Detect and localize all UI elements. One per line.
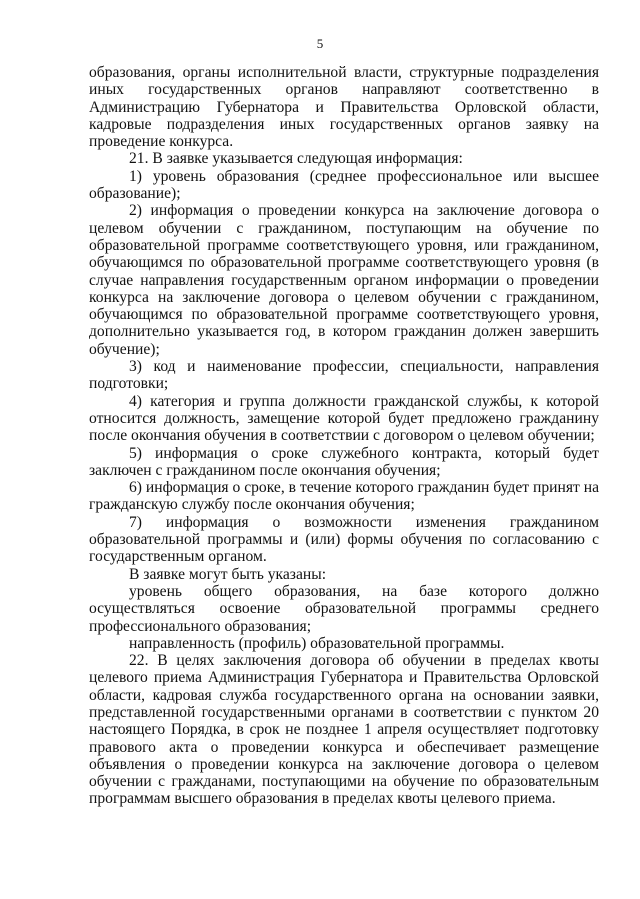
list-item-2: 2) информация о проведении конкурса на заключение договора о целевом обучении с гражданином, поступающим на обучение по образовательной программе соответствующего уровня, или гражданином, обучающимся по образовательной программе соответствующего уровня (в случае направления государственным органом информации о проведении конкурса на заключение договора о целевом обучении с гражданином, обучающимся по образовательной программе соответствующего уровня, дополнительно указывается год, в котором гражданин должен завершить обучение);	[89, 202, 599, 358]
paragraph-clause-21: 21. В заявке указывается следующая информация:	[129, 150, 463, 168]
list-item-6: 6) информация о сроке, в течение которого гражданин будет принят на гражданскую службу после окончания обучения;	[89, 479, 599, 514]
paragraph-clause-22: 22. В целях заключения договора об обучении в пределах квоты целевого приема Администрация Губернатора и Правительства Орловской области, кадровая служба государственного органа на основании заявки, представленной государственными органами в соответствии с пунктом 20 настоящего Порядка, в срок не позднее 1 апреля осуществляет подготовку правового акта о проведении конкурса и обеспечивает размещение объявления о проведении конкурса на заключение договора о целевом обучении с гражданами, поступающими на обучение по образовательным программам высшего образования в пределах квоты целевого приема.	[89, 652, 599, 808]
list-item-7: 7) информация о возможности изменения гражданином образовательной программы и (или) формы обучения по согласованию с государственным органом.	[89, 513, 599, 566]
paragraph-continuation: образования, органы исполнительной власти, структурные подразделения иных государственных органов направляют соответственно в Администрацию Губернатора и Правительства Орловской области, кадровые подразделения иных государственных органов заявку на проведение конкурса.	[89, 64, 599, 151]
optional-item-program-profile: направленность (профиль) образовательной программы.	[129, 634, 505, 652]
list-item-5: 5) информация о сроке служебного контракта, который будет заключен с гражданином после окончания обучения;	[89, 444, 599, 479]
document-body	[89, 64, 599, 808]
list-item-1: 1) уровень образования (среднее профессиональное или высшее образование);	[89, 167, 599, 203]
list-item-3: 3) код и наименование профессии, специальности, направления подготовки;	[89, 358, 599, 393]
optional-item-education-level: уровень общего образования, на базе которого должно осуществляться освоение образовательной программы среднего профессионального образования;	[89, 582, 599, 635]
list-item-4: 4) категория и группа должности гражданской службы, к которой относится должность, замещение которой будет предложено гражданину после окончания обучения в соответствии с договором о целевом обучении;	[89, 392, 599, 445]
paragraph-optional-intro: В заявке могут быть указаны:	[129, 565, 327, 583]
page-number: 5	[316, 36, 324, 51]
